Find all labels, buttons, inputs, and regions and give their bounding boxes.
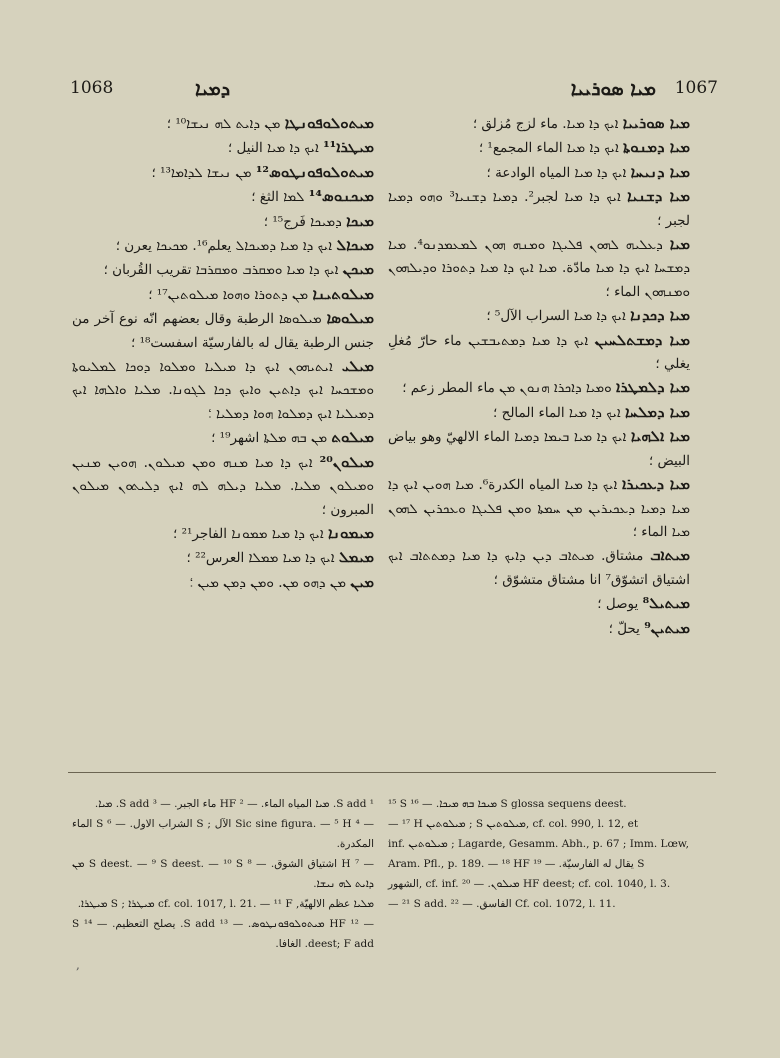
page-header — [70, 78, 718, 104]
margin-mark: , — [76, 958, 80, 972]
dictionary-entry — [388, 329, 690, 377]
entry-headword: ܡܝܐ ܕܢܝܚܐ — [630, 162, 690, 181]
entry-headword: ܡܝܟܢܘܣ¹⁴ — [308, 187, 374, 206]
entry-headword: ܡܝܟܐܠ — [336, 236, 374, 255]
entry-headword: ܡܝܛܪܐ¹¹ — [323, 138, 374, 157]
dictionary-entry — [72, 210, 374, 234]
dictionary-entry — [72, 546, 374, 570]
entry-headword: ܡܝܠܝ — [341, 357, 374, 376]
right-page-number: 1067 — [674, 78, 718, 98]
entry-gloss: ܐܝܟ ܕܐ ܡܝܐ ܡܢܗ ܘܡܢ ܡܝܠܘܢ. ܗܘܝܢ ܡܢܝܢ ܘܡܝܠܘܢ ܡܠܝܐ. ܡܠܝܐ ܕܝܠܗ ܠܗ ܐܝܟ ܕܠܝܬܘܢ ܡܝܠܘܢ المبرون ؛ — [72, 454, 374, 518]
footnote-line: الشهور, cf. inf. ܡܝܠܘܢ. — ²⁰ HF deest; cf. col. 1040, l. 3. — [388, 878, 671, 890]
footnote-line: ¹⁵ S ܡܝܟܐ ܒܗ ܡܝܟܐ. — ¹⁶ S glossa sequens deest. — [388, 798, 627, 810]
entry-headword: ܡܝܐ ܕܫܢܝܐ — [627, 187, 690, 206]
dictionary-entry — [72, 112, 374, 136]
entry-gloss: ܐܝܟ ܕܐ ܡܝܐ المياه الوادعة ؛ — [486, 164, 631, 181]
entry-gloss: ܕܥܠܝܗ ܠܗܘܢ ܦܠܝܓܐ ܘܡܢܗ ܗܘܢ ܠܡܥܡܕܢܘ⁴. ܡܝܐ ܕܡܫܚܐ ܐܝܟ ܕܐ ܡܝܐ مادّة. ܡܝܐ ܐܝܟ ܕܐ ܡܝܐ ܕܬܘܪܐ ܘܕܝܠܗܘܢ ܘܡܢܗܘܢ الماء ؛ — [388, 237, 690, 300]
footnote-rule — [68, 772, 716, 773]
entry-headword: ܡܝܬܝܢ⁹ — [644, 618, 690, 637]
entry-gloss: ܐܝܟ ܕܐ ܡܝܐ ܘܡܩܪܒ ܘܡܩܪܒܐ تقريب القُربان ؛ — [103, 262, 343, 279]
dictionary-entry — [72, 522, 374, 546]
entry-gloss: ܐܝܟ ܕܐ ܡܝܐ المياه الكدرة⁶. ܡܝܐ ܗܘܝܢ ܐܝܟ ܕܐ ܡܝܐ ܕܡܝܐ ܕܥܟܝܪܝܢ ܡܢ ܚܡܬܐ ܘܡܢ ܦܠܝܓܐ ܘܥܟܪܝܢ ܠܗܘܢ ܡܝܐ الماء ؛ — [388, 477, 690, 540]
entry-headword: ܡܝܐ ܕܡܠܚܐ — [625, 402, 690, 421]
entry-headword: ܡܝܬܐܒ — [650, 546, 690, 565]
entry-headword: ܡܝܐ ܣܘܪܝܝܐ — [622, 114, 690, 132]
entry-headword: ܡܝܠܘܢ²⁰ — [319, 452, 374, 471]
entry-gloss: ܐܝܬܝܗܘܢ ܐܝܟ ܕܐ ܡܝܠܝܐ ܘܡܠܘܐ ܕܘܟܐ ܠܡܠܝܘܬܐ ܘܡܫܟܚܐ ܐܝܟ ܕܐܬܝܢ ܘܐܝܟ ܕܟܐ ܠܓܘܢܐ. ܡܠܝܐ ܘܐܠܗܐ ܐܝܟ ܕܡܝܠܝܐ ܐܝܟ ܕܡܠܘܐ ܗܘܐ ܕܡܠܝܐ ؛ — [72, 359, 374, 422]
left-running-head: ܕܡܝܐ — [195, 78, 231, 100]
entry-headword: ܡܝܐ ܕܡܫܬܠܚܝܢ — [594, 330, 690, 349]
entry-gloss: ܐܝܟ ܕܐ ܡܝܐ ܕܡܬܝܒܫܝܢ ماء حارّ مُغلِ يغلي ؛ — [388, 332, 690, 373]
entry-gloss: ܐܝܟ ܕܐ ܡܝܐ لجبر². ܕܡܝܐ ܕܫܢܝܐ³ ܘܗܘ ܕܡܝܐ لجبر ؛ — [388, 189, 690, 229]
dictionary-entry — [72, 283, 374, 307]
dictionary-entry — [388, 473, 690, 544]
entry-gloss: ܡܝܠܘܣܐ الرطبة وقال بعضهم انّه نوع آخر من جنس الرطبة يقال له بالفارسيّة اسفست¹⁸ ؛ — [72, 311, 374, 351]
footnote-line: Aram. Pfl., p. 189. — ¹⁸ HF يقال له الفارسيّة. — ¹⁹ S — [388, 858, 645, 870]
footnote-line: ¹ S add. ܡܝܐ المياه الماء. — ² HF ماء الجبر. — ³ S add. ܡܝܐ. — [94, 798, 374, 810]
entry-gloss: ܐܝܟ ܕܐ ܡܝܐ. ماء لزج مُزلق ؛ — [472, 116, 623, 132]
dictionary-entry — [388, 617, 690, 641]
entry-headword: ܡܝܠܘܣܐ — [326, 309, 374, 328]
dictionary-entry — [388, 376, 690, 400]
footnote-line: inf. ܡܝܠܘܬܝܢ ; Lagarde, Gesamm. Abh., p. 67 ; Imm. Lœw, — [388, 838, 689, 850]
entry-gloss: ܐܝܟ ܕܐ ܡܝܐ ܡܡܠܐ العرس²² ؛ — [186, 550, 339, 567]
entry-gloss: ܕܡܝܟܐ فَرج¹⁵ ؛ — [263, 213, 347, 230]
right-running-head: ܡܝܐ ܣܘܪܝܝܐ — [570, 78, 656, 100]
entry-gloss: ܐܝܟ ܕܐ ܡܝܐ النيل ؛ — [227, 140, 324, 157]
dictionary-entry — [72, 426, 374, 450]
entry-gloss: ܐܝܟ ܕܐ ܡܝܐ ܕܡܝܟܐܠ يعلم¹⁶. ܡܟܝܟܐ يعرن ؛ — [115, 238, 337, 255]
left-column — [72, 112, 374, 752]
entry-gloss: ܡܢ ܕܬܘܪܐ ܘܗܘܐ ܡܝܠܘܬܝܢ¹⁷ ؛ — [148, 286, 313, 303]
footnote-line: — ¹² HF ܡܝܬܘܠܘܦܘܢܛܘܣ. — ¹³ S add. يصلح التعظيم. — ¹⁴ S deest; F add. الغافا. — [72, 918, 375, 950]
entry-gloss: ܡܢ ܢܝܫܐ ܠܕܐܡܐ¹³ ؛ — [151, 164, 256, 181]
entry-gloss: يوصل ؛ — [597, 596, 643, 613]
footnotes-left — [72, 794, 374, 954]
dictionary-entry — [72, 185, 374, 209]
right-column — [388, 112, 690, 752]
entry-headword: ܡܝܐ ܕܥܟܝܪܐ — [621, 475, 690, 494]
entry-gloss: ܡܢ ܕܗܘ ܡܢ. ܘܡܢ ܕܡܢ ܡܝܢ ؛ — [189, 574, 351, 591]
footnotes-right — [388, 794, 690, 914]
entry-headword: ܡܝܐ ܕܠܡܛܪܐ — [616, 378, 690, 397]
dictionary-entry — [388, 401, 690, 425]
dictionary-entry — [388, 425, 690, 473]
dictionary-entry — [72, 355, 374, 426]
entry-gloss: ܐܝܟ ܕܐ ܡܝܐ الماء المجمع¹ ؛ — [478, 140, 624, 157]
dictionary-entry — [72, 258, 374, 282]
dictionary-entry — [72, 161, 374, 185]
entry-gloss: ܡܢ ܕܐܝܬ ܠܗ ܢܝܫܐ¹⁰ ؛ — [166, 116, 285, 132]
dictionary-entry — [72, 451, 374, 522]
dictionary-entry — [388, 112, 690, 136]
entry-gloss: ܐܝܟ ܕܐ ܡܝܐ الماء المالح ؛ — [493, 404, 626, 421]
footnote-line: — ²¹ S add. الفاسق. — ²² Cf. col. 1072, l. 11. — [388, 898, 616, 910]
entry-gloss: ܡܢ ܒܗ ܡܠܬܐ اشهر¹⁹ ؛ — [211, 430, 332, 447]
entry-gloss: مشتاق. ܡܝܬܐܒ ܕܝܢ ܕܐܝܟ ܕܐ ܡܝܐ ܕܡܬܬܐܒ ܐܝܟ اشتياق اتشوّق⁷ انا مشتاق متشوّق ؛ — [388, 548, 690, 588]
entry-headword: ܡܝܠܘܬܝܢܐ — [312, 284, 374, 303]
dictionary-entry — [388, 592, 690, 616]
footnote-line: — ¹⁷ H ܡܝܠܘܬܝܢ ; S ܡܝܠܘܬܝܢ, cf. col. 990, l. 12, et — [388, 818, 639, 830]
entry-headword: ܡܝܬܝܠ⁸ — [642, 594, 690, 613]
entry-headword: ܡܝܐ ܕܟܕܢܐ — [630, 306, 690, 325]
footnote-line: ܡܠܝܐ عظم الالهيّة, cf. col. 1017, l. 21. — ¹¹ F ܡܝܛܪܐ ; S ܡܝܛܪܐ. — [77, 898, 374, 910]
dictionary-entry — [72, 571, 374, 595]
entry-headword: ܡܝܡܠ — [338, 548, 374, 567]
dictionary-entry — [72, 136, 374, 160]
dictionary-entry — [388, 136, 690, 160]
entry-gloss: ܐܝܟ ܕܐ ܡܝܐ ܒܝܡܐ ܕܡܝܐ الماء الالهيّ وهو بياض البيض ؛ — [388, 429, 690, 469]
entry-gloss: ܠܡܐ الثغ ؛ — [251, 189, 309, 206]
dictionary-entry — [388, 161, 690, 185]
dictionary-entry — [72, 234, 374, 258]
left-page-number: 1068 — [70, 78, 114, 98]
entry-headword: ܡܝܟܢ — [342, 260, 374, 279]
footnote-line: — ⁴ Sic sine figura. — ⁵ H الآل ; S الشراب الاول. — ⁶ S الماء المكدرة. — [72, 818, 375, 850]
entry-headword: ܡܝܢ — [350, 572, 374, 591]
entry-headword: ܡܝܬܘܠܘܦܘܢܛܘܣ¹² — [255, 162, 374, 181]
entry-headword: ܡܝܐ ܐܠܗܝܐ — [630, 427, 690, 446]
dictionary-entry — [72, 307, 374, 355]
entry-headword: ܡܝܬܘܠܘܦܘܢܛܐ — [284, 114, 374, 132]
entry-headword: ܡܝܐ ܕܡܢܘܬܐ — [623, 138, 690, 157]
entry-headword: ܡܝܟܐ — [346, 211, 374, 230]
entry-gloss: ܐܝܟ ܕܐ ܡܝܐ السراب الآل⁵ ؛ — [486, 308, 631, 325]
entry-headword: ܡܝܡܘܢܐ — [327, 523, 374, 542]
dictionary-entry — [388, 185, 690, 233]
dictionary-entry — [388, 304, 690, 328]
entry-gloss: ܐܝܟ ܕܐ ܡܝܐ ܡܡܘܢܐ الفاجر²¹ ؛ — [173, 525, 328, 542]
entry-headword: ܡܝܐ — [669, 235, 690, 254]
entry-gloss: ܘܡܝܐ ܕܐܟܪܐ ܗܢܘܢ ܡܢ ماء المطر زعم ؛ — [402, 380, 617, 397]
dictionary-entry — [388, 544, 690, 592]
entry-headword: ܡܝܠܘܬ — [331, 428, 374, 447]
dictionary-entry — [388, 233, 690, 304]
footnote-line: — ⁷ H اشتياق الشوق. — ⁸ S deest. — ⁹ S deest. — ¹⁰ S ܡܢ ܕܐܝܬ ܠܗ ܢܝܫܐ. — [72, 858, 375, 890]
entry-gloss: يحلّ ؛ — [608, 620, 645, 637]
